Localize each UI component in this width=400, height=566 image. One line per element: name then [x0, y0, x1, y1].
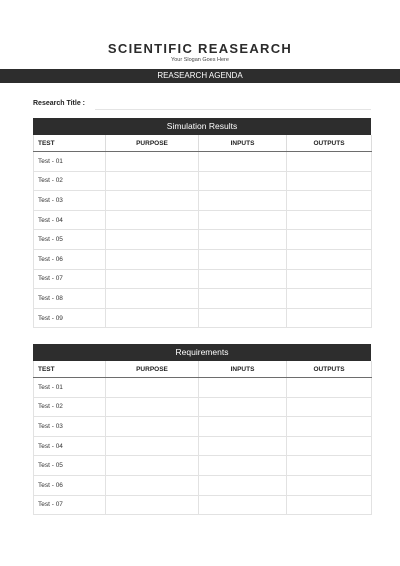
test-cell: Test - 07 [34, 269, 106, 289]
test-cell: Test - 02 [34, 397, 106, 417]
outputs-cell[interactable] [287, 456, 372, 476]
inputs-cell[interactable] [199, 269, 287, 289]
agenda-banner: REASEARCH AGENDA [0, 69, 400, 83]
outputs-cell[interactable] [287, 436, 372, 456]
table-row [34, 210, 372, 230]
page-title: SCIENTIFIC REASEARCH [107, 41, 293, 56]
inputs-cell[interactable] [199, 289, 287, 309]
test-cell: Test - 08 [34, 289, 106, 309]
outputs-cell[interactable] [287, 191, 372, 211]
test-cell: Test - 03 [34, 417, 106, 437]
research-title-row [33, 99, 371, 111]
test-cell: Test - 09 [34, 308, 106, 328]
test-cell: Test - 04 [34, 210, 106, 230]
outputs-cell[interactable] [287, 249, 372, 269]
purpose-cell[interactable] [106, 289, 199, 309]
inputs-cell[interactable] [199, 308, 287, 328]
table-header-row [34, 361, 372, 378]
column-header-outputs: OUTPUTS [287, 361, 372, 378]
purpose-cell[interactable] [106, 152, 199, 172]
requirements-title: Requirements [33, 344, 371, 361]
test-cell: Test - 05 [34, 456, 106, 476]
test-cell: Test - 01 [34, 378, 106, 398]
table-row [34, 191, 372, 211]
column-header-inputs: INPUTS [199, 135, 287, 152]
table-row [34, 171, 372, 191]
test-cell: Test - 01 [34, 152, 106, 172]
inputs-cell[interactable] [199, 378, 287, 398]
purpose-cell[interactable] [106, 436, 199, 456]
table-row [34, 475, 372, 495]
table-row [34, 230, 372, 250]
inputs-cell[interactable] [199, 436, 287, 456]
inputs-cell[interactable] [199, 249, 287, 269]
table-header-row [34, 135, 372, 152]
test-cell: Test - 04 [34, 436, 106, 456]
column-header-test: TEST [34, 361, 106, 378]
outputs-cell[interactable] [287, 152, 372, 172]
inputs-cell[interactable] [199, 417, 287, 437]
table-row [34, 308, 372, 328]
inputs-cell[interactable] [199, 230, 287, 250]
test-cell: Test - 06 [34, 249, 106, 269]
column-header-inputs: INPUTS [199, 361, 287, 378]
simulation-results-title: Simulation Results [33, 118, 371, 135]
purpose-cell[interactable] [106, 210, 199, 230]
table-row [34, 456, 372, 476]
table-row [34, 249, 372, 269]
purpose-cell[interactable] [106, 171, 199, 191]
test-cell: Test - 05 [34, 230, 106, 250]
inputs-cell[interactable] [199, 397, 287, 417]
research-title-label: Research Title : [33, 100, 86, 107]
inputs-cell[interactable] [199, 456, 287, 476]
purpose-cell[interactable] [106, 456, 199, 476]
requirements-table [33, 344, 371, 515]
column-header-purpose: PURPOSE [106, 361, 199, 378]
table-row [34, 269, 372, 289]
table-row [34, 289, 372, 309]
test-cell: Test - 03 [34, 191, 106, 211]
outputs-cell[interactable] [287, 210, 372, 230]
purpose-cell[interactable] [106, 378, 199, 398]
table-row [34, 397, 372, 417]
table-row [34, 436, 372, 456]
outputs-cell[interactable] [287, 308, 372, 328]
simulation-results-grid [33, 135, 372, 328]
purpose-cell[interactable] [106, 475, 199, 495]
purpose-cell[interactable] [106, 269, 199, 289]
outputs-cell[interactable] [287, 397, 372, 417]
purpose-cell[interactable] [106, 191, 199, 211]
column-header-outputs: OUTPUTS [287, 135, 372, 152]
slogan: Your Slogan Goes Here [171, 57, 229, 63]
inputs-cell[interactable] [199, 171, 287, 191]
purpose-cell[interactable] [106, 397, 199, 417]
purpose-cell[interactable] [106, 308, 199, 328]
purpose-cell[interactable] [106, 495, 199, 515]
outputs-cell[interactable] [287, 417, 372, 437]
inputs-cell[interactable] [199, 475, 287, 495]
test-cell: Test - 07 [34, 495, 106, 515]
outputs-cell[interactable] [287, 475, 372, 495]
table-row [34, 417, 372, 437]
outputs-cell[interactable] [287, 171, 372, 191]
column-header-test: TEST [34, 135, 106, 152]
table-row [34, 152, 372, 172]
simulation-results-table [33, 118, 371, 328]
outputs-cell[interactable] [287, 269, 372, 289]
purpose-cell[interactable] [106, 249, 199, 269]
table-row [34, 378, 372, 398]
outputs-cell[interactable] [287, 378, 372, 398]
research-title-field[interactable] [95, 109, 371, 110]
outputs-cell[interactable] [287, 495, 372, 515]
outputs-cell[interactable] [287, 289, 372, 309]
inputs-cell[interactable] [199, 495, 287, 515]
table-row [34, 495, 372, 515]
requirements-grid [33, 361, 372, 515]
purpose-cell[interactable] [106, 230, 199, 250]
test-cell: Test - 06 [34, 475, 106, 495]
test-cell: Test - 02 [34, 171, 106, 191]
inputs-cell[interactable] [199, 191, 287, 211]
purpose-cell[interactable] [106, 417, 199, 437]
outputs-cell[interactable] [287, 230, 372, 250]
inputs-cell[interactable] [199, 210, 287, 230]
column-header-purpose: PURPOSE [106, 135, 199, 152]
inputs-cell[interactable] [199, 152, 287, 172]
